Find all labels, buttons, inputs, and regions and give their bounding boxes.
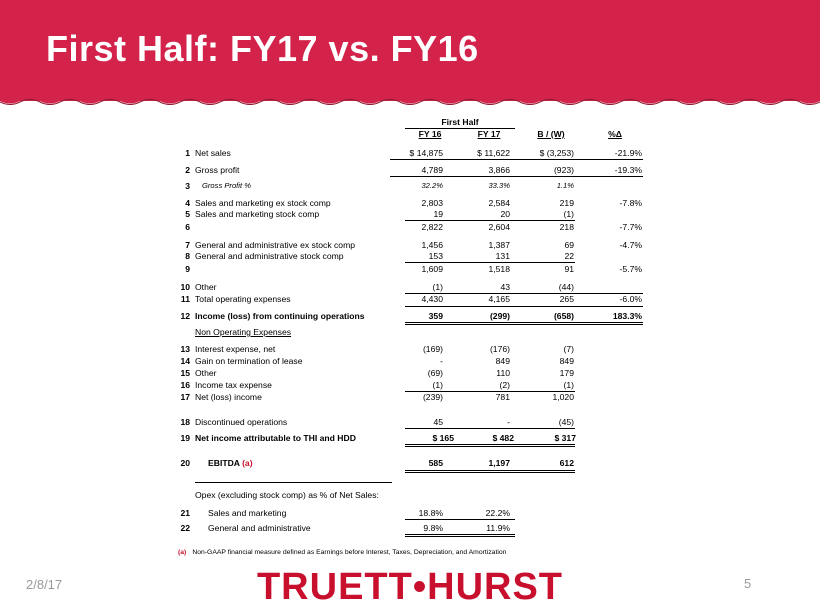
row-rule — [390, 159, 643, 160]
fy16-value: 45 — [433, 417, 443, 427]
table-row — [0, 432, 820, 444]
row-number: 12 — [180, 311, 190, 321]
row-label: Other — [195, 282, 217, 292]
row-number: 9 — [185, 264, 190, 274]
table-row — [0, 164, 820, 176]
row-label: Income tax expense — [195, 380, 272, 390]
row-number: 18 — [180, 417, 190, 427]
fy16-value: 1,609 — [421, 264, 443, 274]
ebitda-label: EBITDA — [208, 458, 240, 468]
fy17-value: 110 — [496, 368, 510, 378]
table-row — [0, 180, 820, 192]
bw-value: 1,020 — [552, 392, 574, 402]
fy16-value: (69) — [427, 368, 443, 378]
row-number: 7 — [185, 240, 190, 250]
bw-value: (7) — [563, 344, 574, 354]
fy16-value: 2,822 — [421, 222, 443, 232]
row-label: Sales and marketing stock comp — [195, 209, 320, 219]
row-label: Sales and marketing — [208, 508, 287, 518]
row-label: Net (loss) income — [195, 392, 262, 402]
fy16-value: $ 165 — [432, 433, 454, 443]
fy16-value: $ 14,875 — [409, 148, 443, 158]
fy17-value: 2,604 — [488, 222, 510, 232]
table-row — [0, 416, 820, 428]
table-row — [0, 147, 820, 159]
row-number: 15 — [180, 368, 190, 378]
fy16-value: 19 — [433, 209, 443, 219]
logo-text: TRUETT•HURST — [256, 566, 564, 607]
section-header: Non Operating Expenses — [195, 327, 292, 337]
fy17-value: 20 — [500, 209, 510, 219]
row-label — [208, 457, 253, 469]
row-label: General and administrative ex stock comp — [195, 240, 356, 250]
section-header-row — [0, 489, 820, 501]
row-rule — [405, 470, 575, 471]
fy17-value: 781 — [495, 392, 510, 402]
fy16-value: 2,803 — [421, 198, 443, 208]
row-number: 10 — [180, 282, 190, 292]
group-header: First Half — [441, 117, 479, 127]
bw-value: 265 — [559, 294, 574, 304]
row-number: 3 — [185, 181, 190, 191]
bw-value: $ (3,253) — [539, 148, 574, 158]
row-rule — [405, 444, 575, 445]
col-header-pct: %Δ — [608, 129, 622, 139]
fy17-value: 3,866 — [488, 165, 510, 175]
fy17-value: (2) — [499, 380, 510, 390]
table-row — [0, 457, 820, 469]
row-label: Interest expense, net — [195, 344, 276, 354]
fy17-value: 1,518 — [488, 264, 510, 274]
table-row — [0, 310, 820, 322]
bw-value: (658) — [553, 311, 574, 321]
pct-value: -4.7% — [619, 240, 642, 250]
section-divider — [195, 482, 392, 483]
pct-value: -19.3% — [614, 165, 642, 175]
bw-value: (44) — [558, 282, 574, 292]
row-rule-double — [405, 472, 575, 473]
fy16-value: (169) — [422, 344, 443, 354]
row-label: Net sales — [195, 148, 231, 158]
fy16-value: (1) — [432, 282, 443, 292]
footnote — [178, 549, 506, 556]
section-header: Opex (excluding stock comp) as % of Net Sales: — [195, 490, 379, 500]
row-number: 20 — [180, 458, 190, 468]
footnote-marker: (a) — [178, 549, 187, 556]
table-row — [0, 391, 820, 403]
row-label: Gross profit — [195, 165, 240, 175]
fy17-value: - — [507, 417, 510, 427]
bw-value: 91 — [564, 264, 574, 274]
fy16-value: 1,456 — [421, 240, 443, 250]
row-number: 2 — [185, 165, 190, 175]
row-number: 11 — [180, 294, 190, 304]
fy16-value: - — [440, 356, 443, 366]
fy16-value: (239) — [422, 392, 443, 402]
row-label: Income (loss) from continuing operations — [195, 311, 365, 321]
fy16-value: (1) — [432, 380, 443, 390]
bw-value: 22 — [564, 251, 574, 261]
table-row — [0, 343, 820, 355]
fy17-value: (176) — [489, 344, 510, 354]
row-rule-double — [405, 536, 515, 537]
fy17-value: (299) — [489, 311, 510, 321]
row-number: 13 — [180, 344, 190, 354]
row-rule — [405, 519, 515, 520]
row-rule-double — [405, 446, 575, 447]
row-number: 1 — [185, 148, 190, 158]
bw-value: 219 — [559, 198, 574, 208]
table-row — [0, 281, 820, 293]
fy16-value: 4,789 — [421, 165, 443, 175]
row-label: Net income attributable to THI and HDD — [195, 433, 356, 443]
table-row — [0, 367, 820, 379]
fy17-value: $ 11,622 — [477, 148, 510, 158]
table-row — [0, 507, 820, 519]
fy16-value: 18.8% — [418, 508, 443, 518]
bw-value: 849 — [559, 356, 574, 366]
pct-value: -7.7% — [619, 222, 642, 232]
row-number: 14 — [180, 356, 190, 366]
pct-value: -5.7% — [619, 264, 642, 274]
fy16-value: 153 — [428, 251, 443, 261]
fy17-value: 4,165 — [488, 294, 510, 304]
row-number: 8 — [185, 251, 190, 261]
row-label: Discontinued operations — [195, 417, 288, 427]
row-rule — [405, 322, 643, 323]
row-number: 17 — [180, 392, 190, 402]
col-header-fy17: FY 17 — [477, 129, 501, 139]
table-row — [0, 221, 820, 233]
row-label: Gain on termination of lease — [195, 356, 303, 366]
fy17-value: 11.9% — [486, 523, 510, 533]
bw-value: $ 317 — [554, 433, 576, 443]
bw-value: 218 — [559, 222, 574, 232]
row-number: 5 — [185, 209, 190, 219]
row-number: 4 — [185, 198, 190, 208]
fy17-value: 1,197 — [488, 458, 510, 468]
fy17-value: 2,584 — [488, 198, 510, 208]
row-rule — [405, 534, 515, 535]
bw-value: 1.1% — [556, 181, 574, 190]
col-header-fy16: FY 16 — [418, 129, 442, 139]
row-number: 19 — [180, 433, 190, 443]
truett-hurst-logo — [230, 565, 590, 607]
fy17-value: 1,387 — [488, 240, 510, 250]
row-label: Other — [195, 368, 217, 378]
bw-value: 612 — [559, 458, 574, 468]
row-rule — [405, 306, 643, 307]
pct-value: -21.9% — [614, 148, 642, 158]
fy16-value: 359 — [428, 311, 443, 321]
footnote-text: Non-GAAP financial measure defined as Earnings before Interest, Taxes, Depreciation, and Amortization — [192, 549, 507, 556]
table-row — [0, 208, 820, 220]
row-rule-double — [405, 324, 643, 325]
row-label: General and administrative stock comp — [195, 251, 344, 261]
fy17-value: 849 — [495, 356, 510, 366]
fy17-value: 131 — [495, 251, 510, 261]
row-number: 16 — [180, 380, 190, 390]
bw-value: (1) — [563, 380, 574, 390]
bw-value: 69 — [564, 240, 574, 250]
row-label: Gross Profit % — [202, 181, 251, 190]
table-row — [0, 263, 820, 275]
ebitda-footnote-ref: (a) — [242, 458, 253, 468]
fy17-value: 33.3% — [488, 181, 510, 190]
row-number: 21 — [180, 508, 190, 518]
table-row — [0, 355, 820, 367]
fy16-value: 9.8% — [423, 523, 443, 533]
table-row — [0, 379, 820, 391]
bw-value: 179 — [559, 368, 574, 378]
pct-value: 183.3% — [612, 311, 642, 321]
row-label: General and administrative — [208, 523, 311, 533]
fy16-value: 4,430 — [421, 294, 443, 304]
fy16-value: 585 — [428, 458, 443, 468]
row-label: Total operating expenses — [195, 294, 291, 304]
row-rule — [390, 176, 643, 177]
row-number: 22 — [180, 523, 190, 533]
bw-value: (1) — [563, 209, 574, 219]
fy17-value: 22.2% — [485, 508, 510, 518]
table-row — [0, 293, 820, 305]
table-row — [0, 522, 820, 534]
bw-value: (923) — [553, 165, 574, 175]
row-label: Sales and marketing ex stock comp — [195, 198, 331, 208]
bw-value: (45) — [558, 417, 574, 427]
fy17-value: 43 — [500, 282, 510, 292]
fy17-value: $ 482 — [492, 433, 514, 443]
col-header-bw: B / (W) — [537, 129, 565, 139]
row-rule — [405, 428, 575, 429]
row-number: 6 — [185, 222, 190, 232]
page-number: 5 — [744, 576, 752, 591]
slide-title: First Half: FY17 vs. FY16 — [46, 28, 479, 69]
section-header-row — [0, 326, 820, 338]
fy16-value: 32.2% — [421, 181, 443, 190]
pct-value: -7.8% — [619, 198, 642, 208]
pct-value: -6.0% — [619, 294, 642, 304]
slide-date: 2/8/17 — [26, 577, 63, 592]
table-row — [0, 250, 820, 262]
